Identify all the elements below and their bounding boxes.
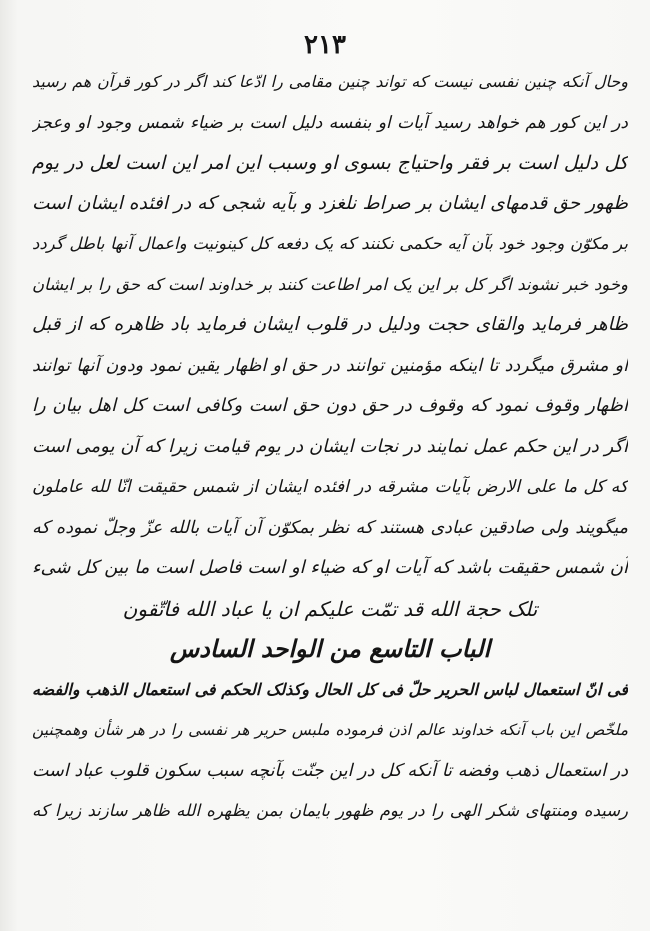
body-text xyxy=(32,62,628,832)
text-line: در استعمال ذهب وفضه تا آنکه کل در این جنّت بآنچه سبب سکون قلوب عباد است xyxy=(32,760,628,781)
section-heading: الباب التاسع من الواحد السادس xyxy=(169,634,491,663)
text-line: که کل ما علی الارض بآیات مشرقه در افئده ایشان از شمس حقیقت انّا لله عاملون xyxy=(32,477,628,497)
text-line: وخود خبر نشوند اگر کل بر این یک امر اطاعت کنند بر خداوند است که حق را بر ایشان xyxy=(32,274,628,294)
section-subtitle: فی انّ استعمال لباس الحریر حلّ فی کل الحال وکذلک الحکم فی استعمال الذهب والفضه xyxy=(32,679,628,699)
text-line: اگر در این حکم عمل نمایند در نجات ایشان در یوم قیامت زیرا که آن یومی است xyxy=(32,435,628,457)
text-line: رسیده ومنتهای شکر الهی را در یوم ظهور بایمان بمن یظهره الله ظاهر سازند زیرا که xyxy=(32,801,628,820)
text-line: ملخّص این باب آنکه خداوند عالم اذن فرموده ملبس حریر هر نفسی را در هر شأن وهمچنین xyxy=(32,721,628,739)
closing-verse: تلک حجة الله قد تمّت علیکم ان یا عباد الله فاتّقون xyxy=(122,596,538,621)
text-line: میگویند ولی صادقین عبادی هستند که نظر بمکوّن آن آیات بالله عزّ وجلّ نموده که xyxy=(32,517,628,538)
text-line: بر مکوّن وجود خود بآن آیه حکمی نکنند که یک دفعه کل کینونیت واعمال آنها باطل گردد xyxy=(32,234,628,253)
text-line: وحال آنکه چنین نفسی نیست که تواند چنین مقامی را ادّعا کند اگر در کور قرآن هم رسید xyxy=(32,72,628,91)
text-line: ظاهر فرماید والقای حجت ودلیل در قلوب ایشان فرماید باد ظاهره که از قبل xyxy=(32,314,628,335)
text-line: کل دلیل است بر فقر واحتیاج بسوی او وسبب این امر این است لعل در یوم xyxy=(32,152,628,174)
text-line: آن شمس حقیقت باشد که آیات او که ضیاء او است فاصل است ما بین کل شیء xyxy=(32,557,628,578)
text-line: ظهور حق قدمهای ایشان بر صراط نلغزد و بآیه شجی که در افئده ایشان است xyxy=(32,192,628,214)
text-line: در این کور هم خواهد رسید آیات او بنفسه دلیل است بر ضیاء شمس وجود او وعجز xyxy=(32,112,628,133)
text-line: او مشرق میگردد تا اینکه مؤمنین توانند در حق او اظهار یقین نمود ودون آنها توانند xyxy=(32,355,628,376)
text-line: اظهار وقوف نمود که وقوف در حق دون حق است وکافی است کل اهل بیان را xyxy=(32,395,628,416)
page-number: ۲۱۳ xyxy=(304,30,346,60)
